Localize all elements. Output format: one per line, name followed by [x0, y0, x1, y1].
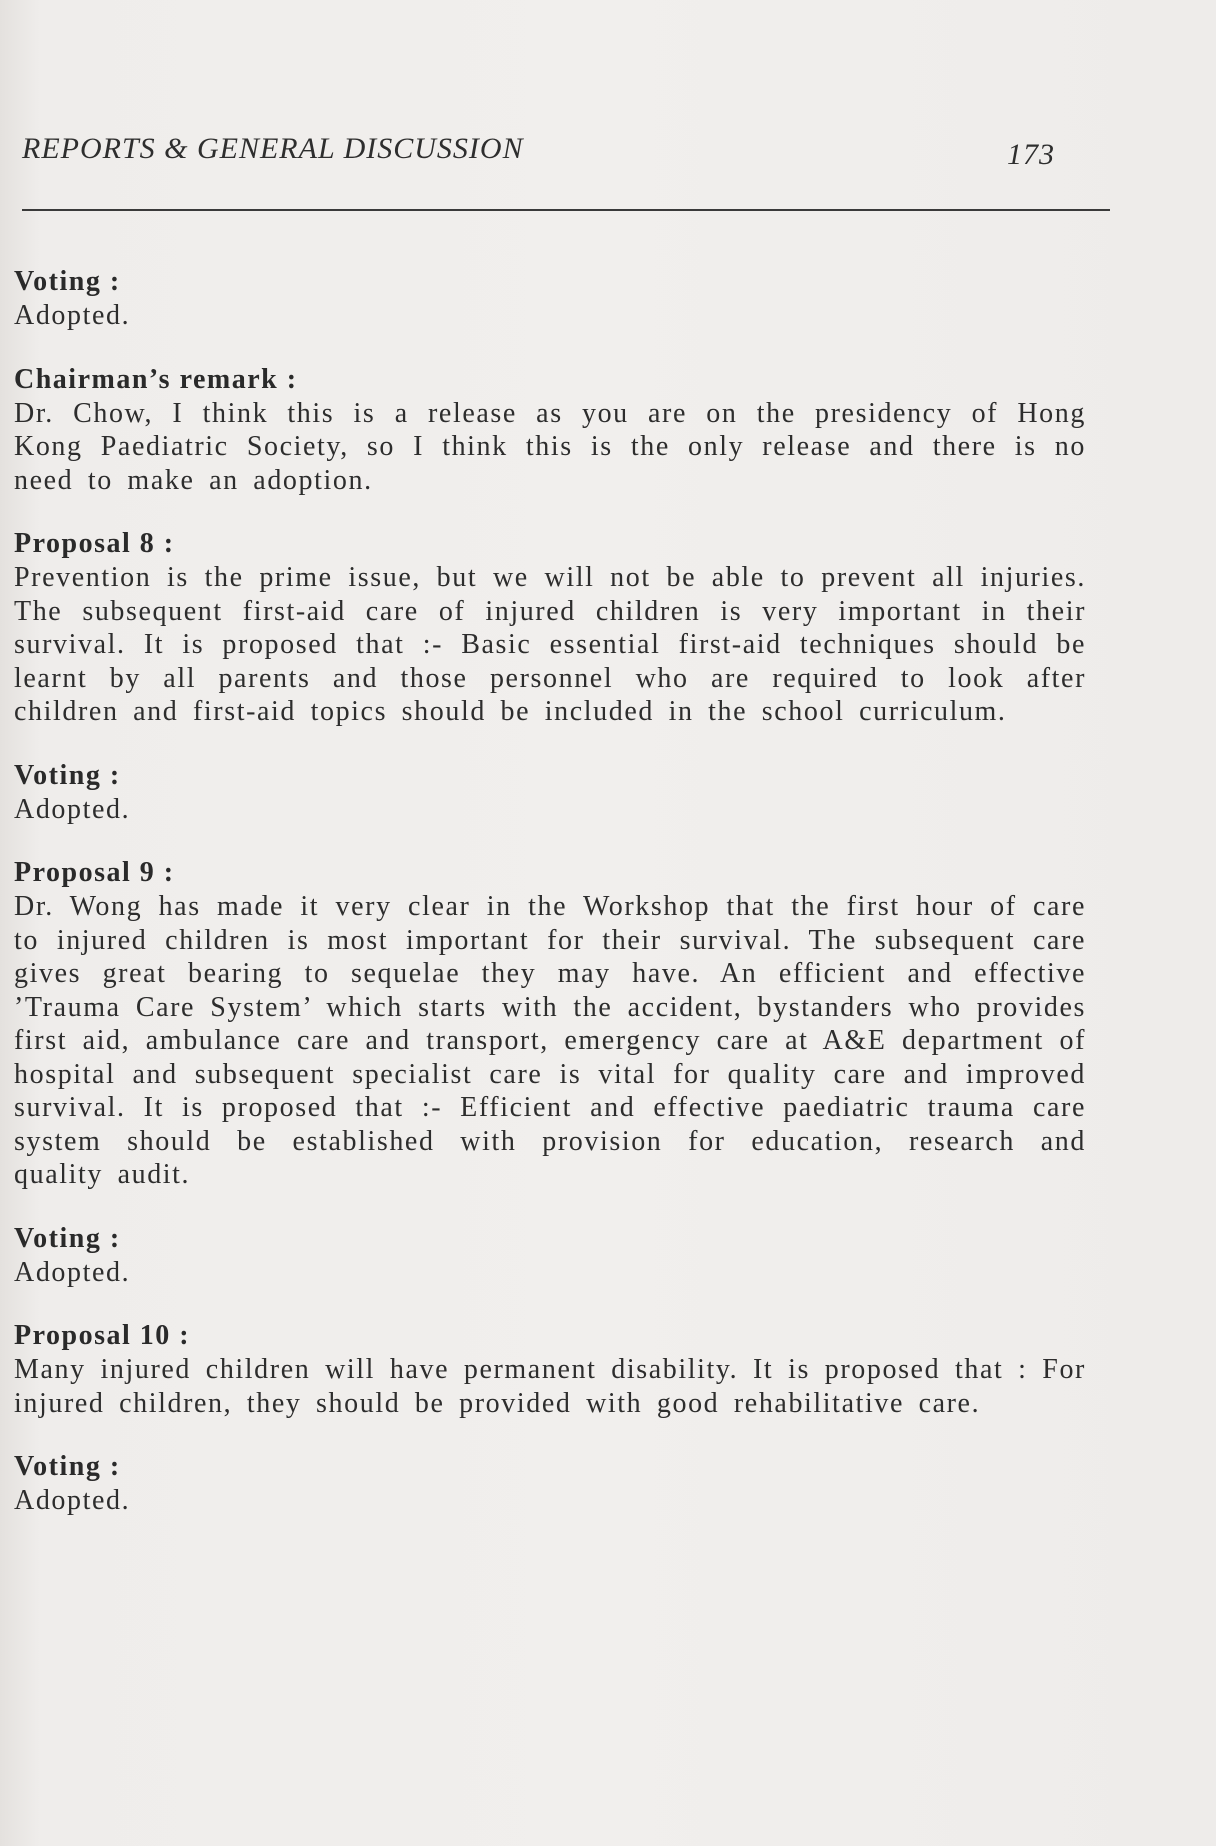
section-label: Voting :	[14, 266, 121, 297]
proposal-9-block	[14, 856, 1086, 1192]
section-label: Voting :	[14, 1222, 121, 1254]
running-header	[22, 132, 1072, 172]
section-text: Many injured children will have permanent disability. It is proposed that : For injured children, they should be provided with good rehabilitative care.	[14, 1354, 1086, 1419]
header-rule	[22, 209, 1110, 211]
proposal-10-block	[14, 1319, 1086, 1420]
section-label: Chairman’s remark :	[14, 363, 298, 395]
body-text	[14, 265, 1086, 1548]
section-text: Adopted.	[14, 1256, 131, 1288]
section-text: Dr. Chow, I think this is a release as you are on the presidency of Hong Kong Paediatric Society, so I think this is the only release and there is no need to make an adoption.	[14, 397, 1086, 496]
section-label: Proposal 9 :	[14, 857, 175, 888]
section-text: Dr. Wong has made it very clear in the Workshop that the first hour of care to injured children is most important for their survival. The subsequent care gives great bearing to sequelae they may have. An efficient and effective ’Trauma Care System’ which starts with the accident, bystanders who provides first aid, ambulance care and transport, emergency care at A&E department of hospital and subsequent specialist care is vital for quality care and improved survival. It is proposed that :- Efficient and effective paediatric trauma care system should be established with provision for education, research and quality audit.	[14, 891, 1086, 1190]
voting-block	[14, 1450, 1086, 1518]
section-label: Proposal 8 :	[14, 528, 175, 559]
proposal-8-block	[14, 527, 1086, 729]
section-label: Proposal 10 :	[14, 1320, 191, 1351]
chairman-remark-block	[14, 363, 1086, 498]
page-number: 173	[1007, 138, 1055, 171]
voting-block	[14, 265, 1086, 333]
section-text: Adopted.	[14, 300, 131, 331]
voting-block	[14, 1222, 1086, 1290]
section-label: Voting :	[14, 759, 121, 791]
running-title: REPORTS & GENERAL DISCUSSION	[22, 132, 524, 165]
section-label: Voting :	[14, 1451, 121, 1482]
section-text: Prevention is the prime issue, but we will not be able to prevent all injuries. The subsequent first-aid care of injured children is very important in their survival. It is proposed that :- Basic essential first-aid techniques should be learnt by all parents and those personnel who are required to look after children and first-aid topics should be included in the school curriculum.	[14, 562, 1086, 727]
section-text: Adopted.	[14, 1485, 131, 1516]
section-text: Adopted.	[14, 793, 131, 825]
voting-block	[14, 759, 1086, 827]
